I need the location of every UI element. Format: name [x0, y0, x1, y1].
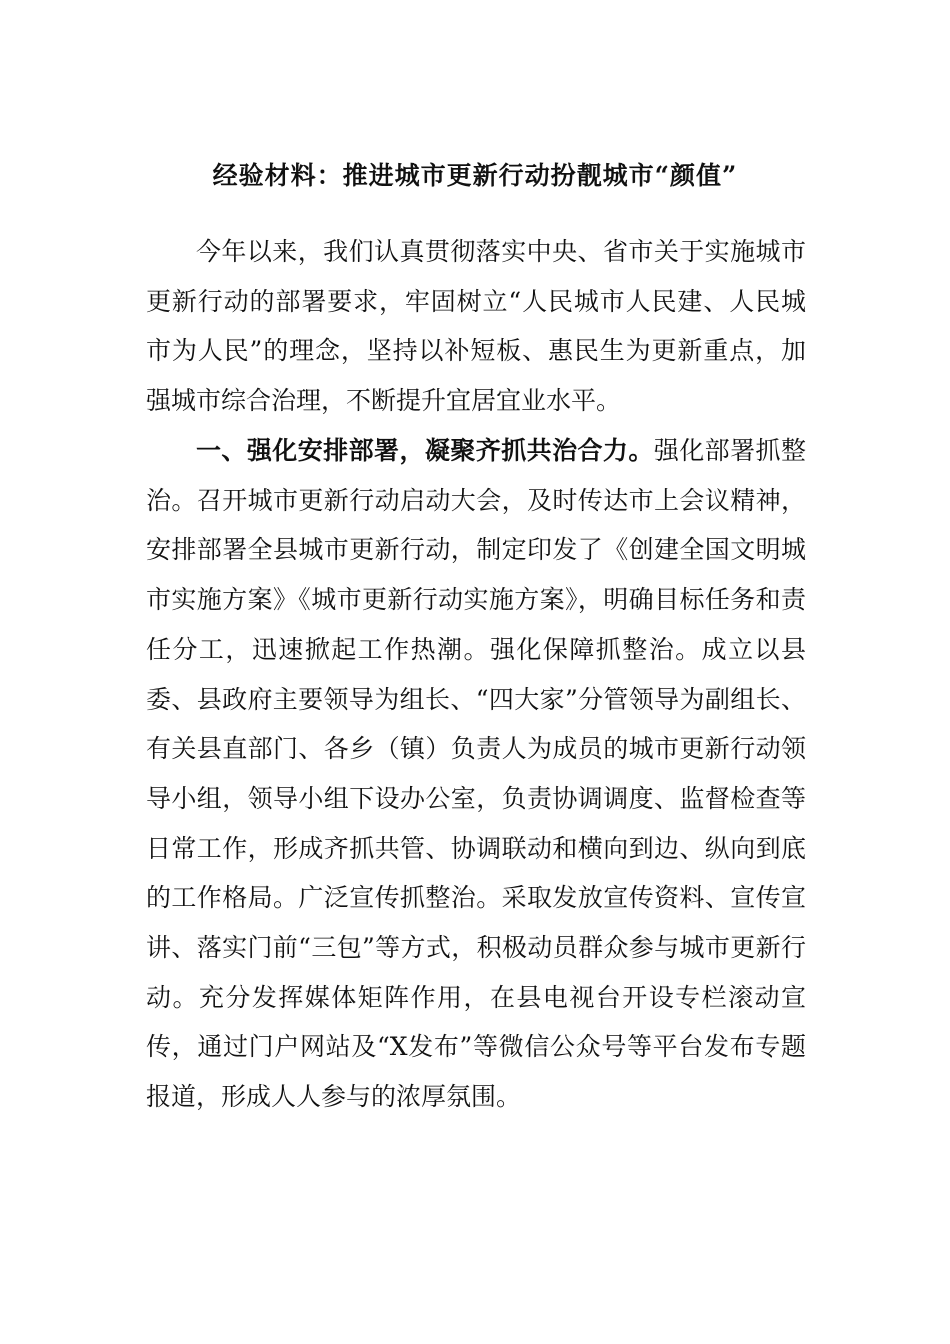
paragraph-section-1 — [146, 426, 806, 1122]
paragraph-intro — [146, 227, 806, 426]
paragraph-section-1-text: 强化部署抓整治。召开城市更新行动启动大会，及时传达市上会议精神，安排部署全县城市更新行动，制定印发了《创建全国文明城市实施方案》《城市更新行动实施方案》，明确目标任务和责任分工，迅速掀起工作热潮。强化保障抓整治。成立以县委、县政府主要领导为组长、“四大家”分管领导为副组长、有关县直部门、各乡（镇）负责人为成员的城市更新行动领导小组，领导小组下设办公室，负责协调调度、监督检查等日常工作，形成齐抓共管、协调联动和横向到边、纵向到底的工作格局。广泛宣传抓整治。采取发放宣传资料、宣传宣讲、落实门前“三包”等方式，积极动员群众参与城市更新行动。充分发挥媒体矩阵作用，在县电视台开设专栏滚动宣传，通过门户网站及“X发布”等微信公众号等平台发布专题报道，形成人人参与的浓厚氛围。 — [146, 436, 806, 1112]
document-title: 经验材料：推进城市更新行动扮靓城市“颜值” — [212, 161, 738, 190]
paragraph-intro-text: 今年以来，我们认真贯彻落实中央、省市关于实施城市更新行动的部署要求，牢固树立“人民城市人民建、人民城市为人民”的理念，坚持以补短板、惠民生为更新重点，加强城市综合治理，不断提升宜居宜业水平。 — [146, 237, 806, 416]
section-1-heading: 一、强化安排部署，凝聚齐抓共治合力。 — [196, 436, 654, 465]
